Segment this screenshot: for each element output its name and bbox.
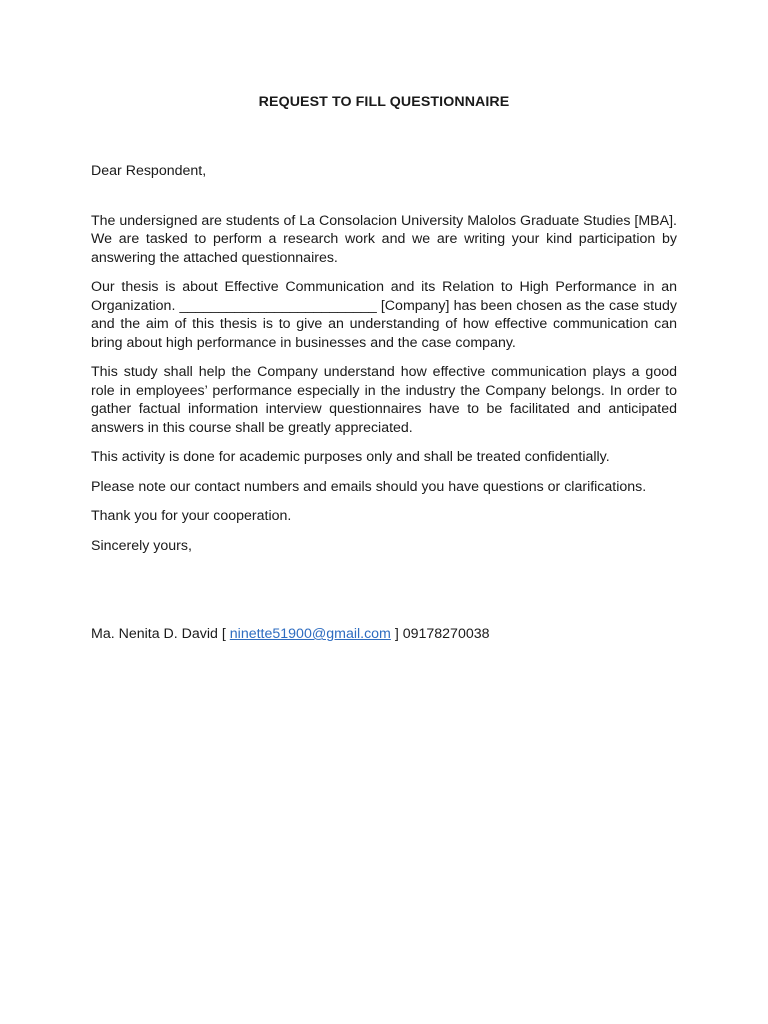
paragraph-contact-note: Please note our contact numbers and emails should you have questions or clarifications.	[91, 478, 647, 495]
paragraph-introduction: The undersigned are students of La Consolacion University Malolos Graduate Studies [MBA]. We are tasked to perform a research work and we are writing your kind participation by answering the attached questionnaires.	[91, 212, 677, 266]
greeting: Dear Respondent,	[91, 163, 207, 179]
sign-off: Sincerely yours,	[91, 537, 192, 554]
signature-name: Ma. Nenita D. David [	[91, 626, 230, 642]
email-link[interactable]: ninette51900@gmail.com	[229, 626, 391, 642]
signature-line	[91, 625, 677, 644]
paragraph-confidentiality: This activity is done for academic purposes only and shall be treated confidentially.	[91, 449, 610, 465]
signature-phone: ] 09178270038	[390, 626, 490, 642]
closing-line: Thank you for your cooperation.	[91, 508, 292, 524]
paragraph-study-purpose: This study shall help the Company understand how effective communication plays a good role in employees’ performance especially in the industry the Company belongs. In order to gather factual information interview questionnaires have to be facilitated and anticipated answers in this course shall be greatly appreciated.	[91, 364, 677, 436]
letter-body	[91, 92, 677, 644]
document-title: REQUEST TO FILL QUESTIONNAIRE	[258, 94, 510, 110]
paragraph-thesis: Our thesis is about Effective Communication and its Relation to High Performance in an Organization. _________________________ [Company] has been chosen as the case study and the aim of this thesis is to give an understanding of how effective communication can bring about high performance in businesses and the case company.	[91, 279, 677, 351]
